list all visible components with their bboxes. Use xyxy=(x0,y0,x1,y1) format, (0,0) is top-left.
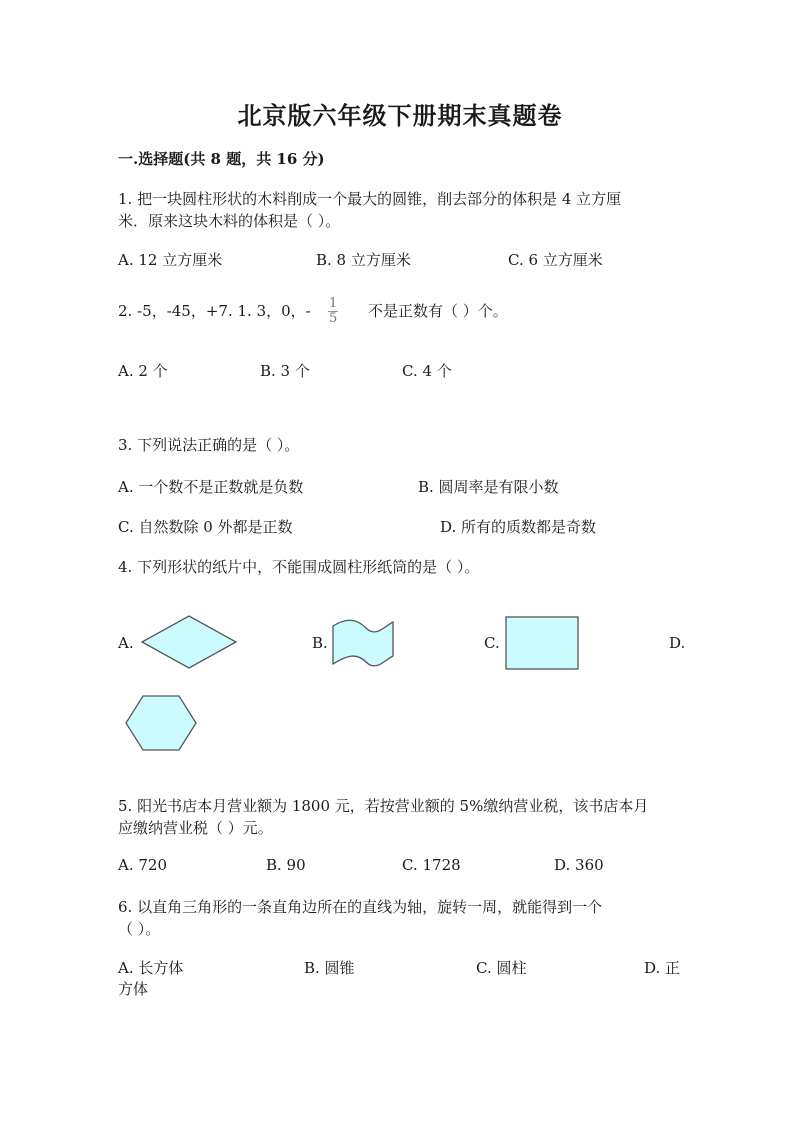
question-1-line-1: 1. 把一块圆柱形状的木料削成一个最大的圆锥，削去部分的体积是 4 立方厘 xyxy=(118,190,622,208)
question-1-option-c[interactable]: C. 6 立方厘米 xyxy=(508,251,603,269)
question-1-option-b[interactable]: B. 8 立方厘米 xyxy=(316,251,411,269)
fraction-one-fifth xyxy=(328,297,338,326)
question-5-option-c[interactable]: C. 1728 xyxy=(402,856,461,874)
question-2-option-b[interactable]: B. 3 个 xyxy=(260,362,310,380)
fraction-denominator: 5 xyxy=(329,311,338,326)
question-6-option-d[interactable]: D. 正 xyxy=(644,959,681,977)
question-2-option-a[interactable]: A. 2 个 xyxy=(118,362,168,380)
question-5-option-b[interactable]: B. 90 xyxy=(266,856,306,874)
question-5-option-a[interactable]: A. 720 xyxy=(118,856,167,874)
question-6-option-a[interactable]: A. 长方体 xyxy=(118,959,184,977)
question-2-stem-suffix: 不是正数有（ ）个。 xyxy=(368,302,508,320)
question-4-option-c-label[interactable]: C. xyxy=(484,634,500,652)
question-4-option-b-label[interactable]: B. xyxy=(312,634,328,652)
question-2-stem-prefix: 2. -5，-45，+7. 1. 3，0，- xyxy=(118,302,311,320)
page-title: 北京版六年级下册期末真题卷 xyxy=(237,101,563,130)
question-2-option-c[interactable]: C. 4 个 xyxy=(402,362,452,380)
question-6-option-c[interactable]: C. 圆柱 xyxy=(476,959,527,977)
question-6-option-b[interactable]: B. 圆锥 xyxy=(304,959,355,977)
question-3-option-b[interactable]: B. 圆周率是有限小数 xyxy=(418,478,559,496)
question-5-option-d[interactable]: D. 360 xyxy=(554,856,604,874)
question-3-stem: 3. 下列说法正确的是（ ）。 xyxy=(118,436,300,454)
section-heading: 一.选择题(共 8 题，共 16 分) xyxy=(118,150,325,168)
question-6-line-1: 6. 以直角三角形的一条直角边所在的直线为轴，旋转一周，就能得到一个 xyxy=(118,898,603,916)
question-1-option-a[interactable]: A. 12 立方厘米 xyxy=(118,251,223,269)
hexagon-shape[interactable] xyxy=(124,694,198,752)
question-3-option-d[interactable]: D. 所有的质数都是奇数 xyxy=(440,518,597,536)
question-5-line-2: 应缴纳营业税（ ）元。 xyxy=(118,819,273,837)
question-6-line-2: （ ）。 xyxy=(118,920,161,938)
question-1-line-2: 米．原来这块木料的体积是（ ）。 xyxy=(118,212,341,230)
question-5-line-1: 5. 阳光书店本月营业额为 1800 元，若按营业额的 5%缴纳营业税，该书店本月 xyxy=(118,797,649,815)
question-4-option-d-label[interactable]: D. xyxy=(669,634,686,652)
question-4-stem: 4. 下列形状的纸片中，不能围成圆柱形纸筒的是（ ）。 xyxy=(118,558,480,576)
question-6-option-d-wrap: 方体 xyxy=(118,980,149,998)
fraction-numerator: 1 xyxy=(329,296,338,311)
wavy-sheet-shape[interactable] xyxy=(330,620,396,666)
rectangle-shape[interactable] xyxy=(505,616,579,670)
question-3-option-c[interactable]: C. 自然数除 0 外都是正数 xyxy=(118,518,293,536)
question-3-option-a[interactable]: A. 一个数不是正数就是负数 xyxy=(118,478,304,496)
question-4-option-a-label[interactable]: A. xyxy=(118,634,134,652)
rhombus-shape[interactable] xyxy=(140,614,238,670)
